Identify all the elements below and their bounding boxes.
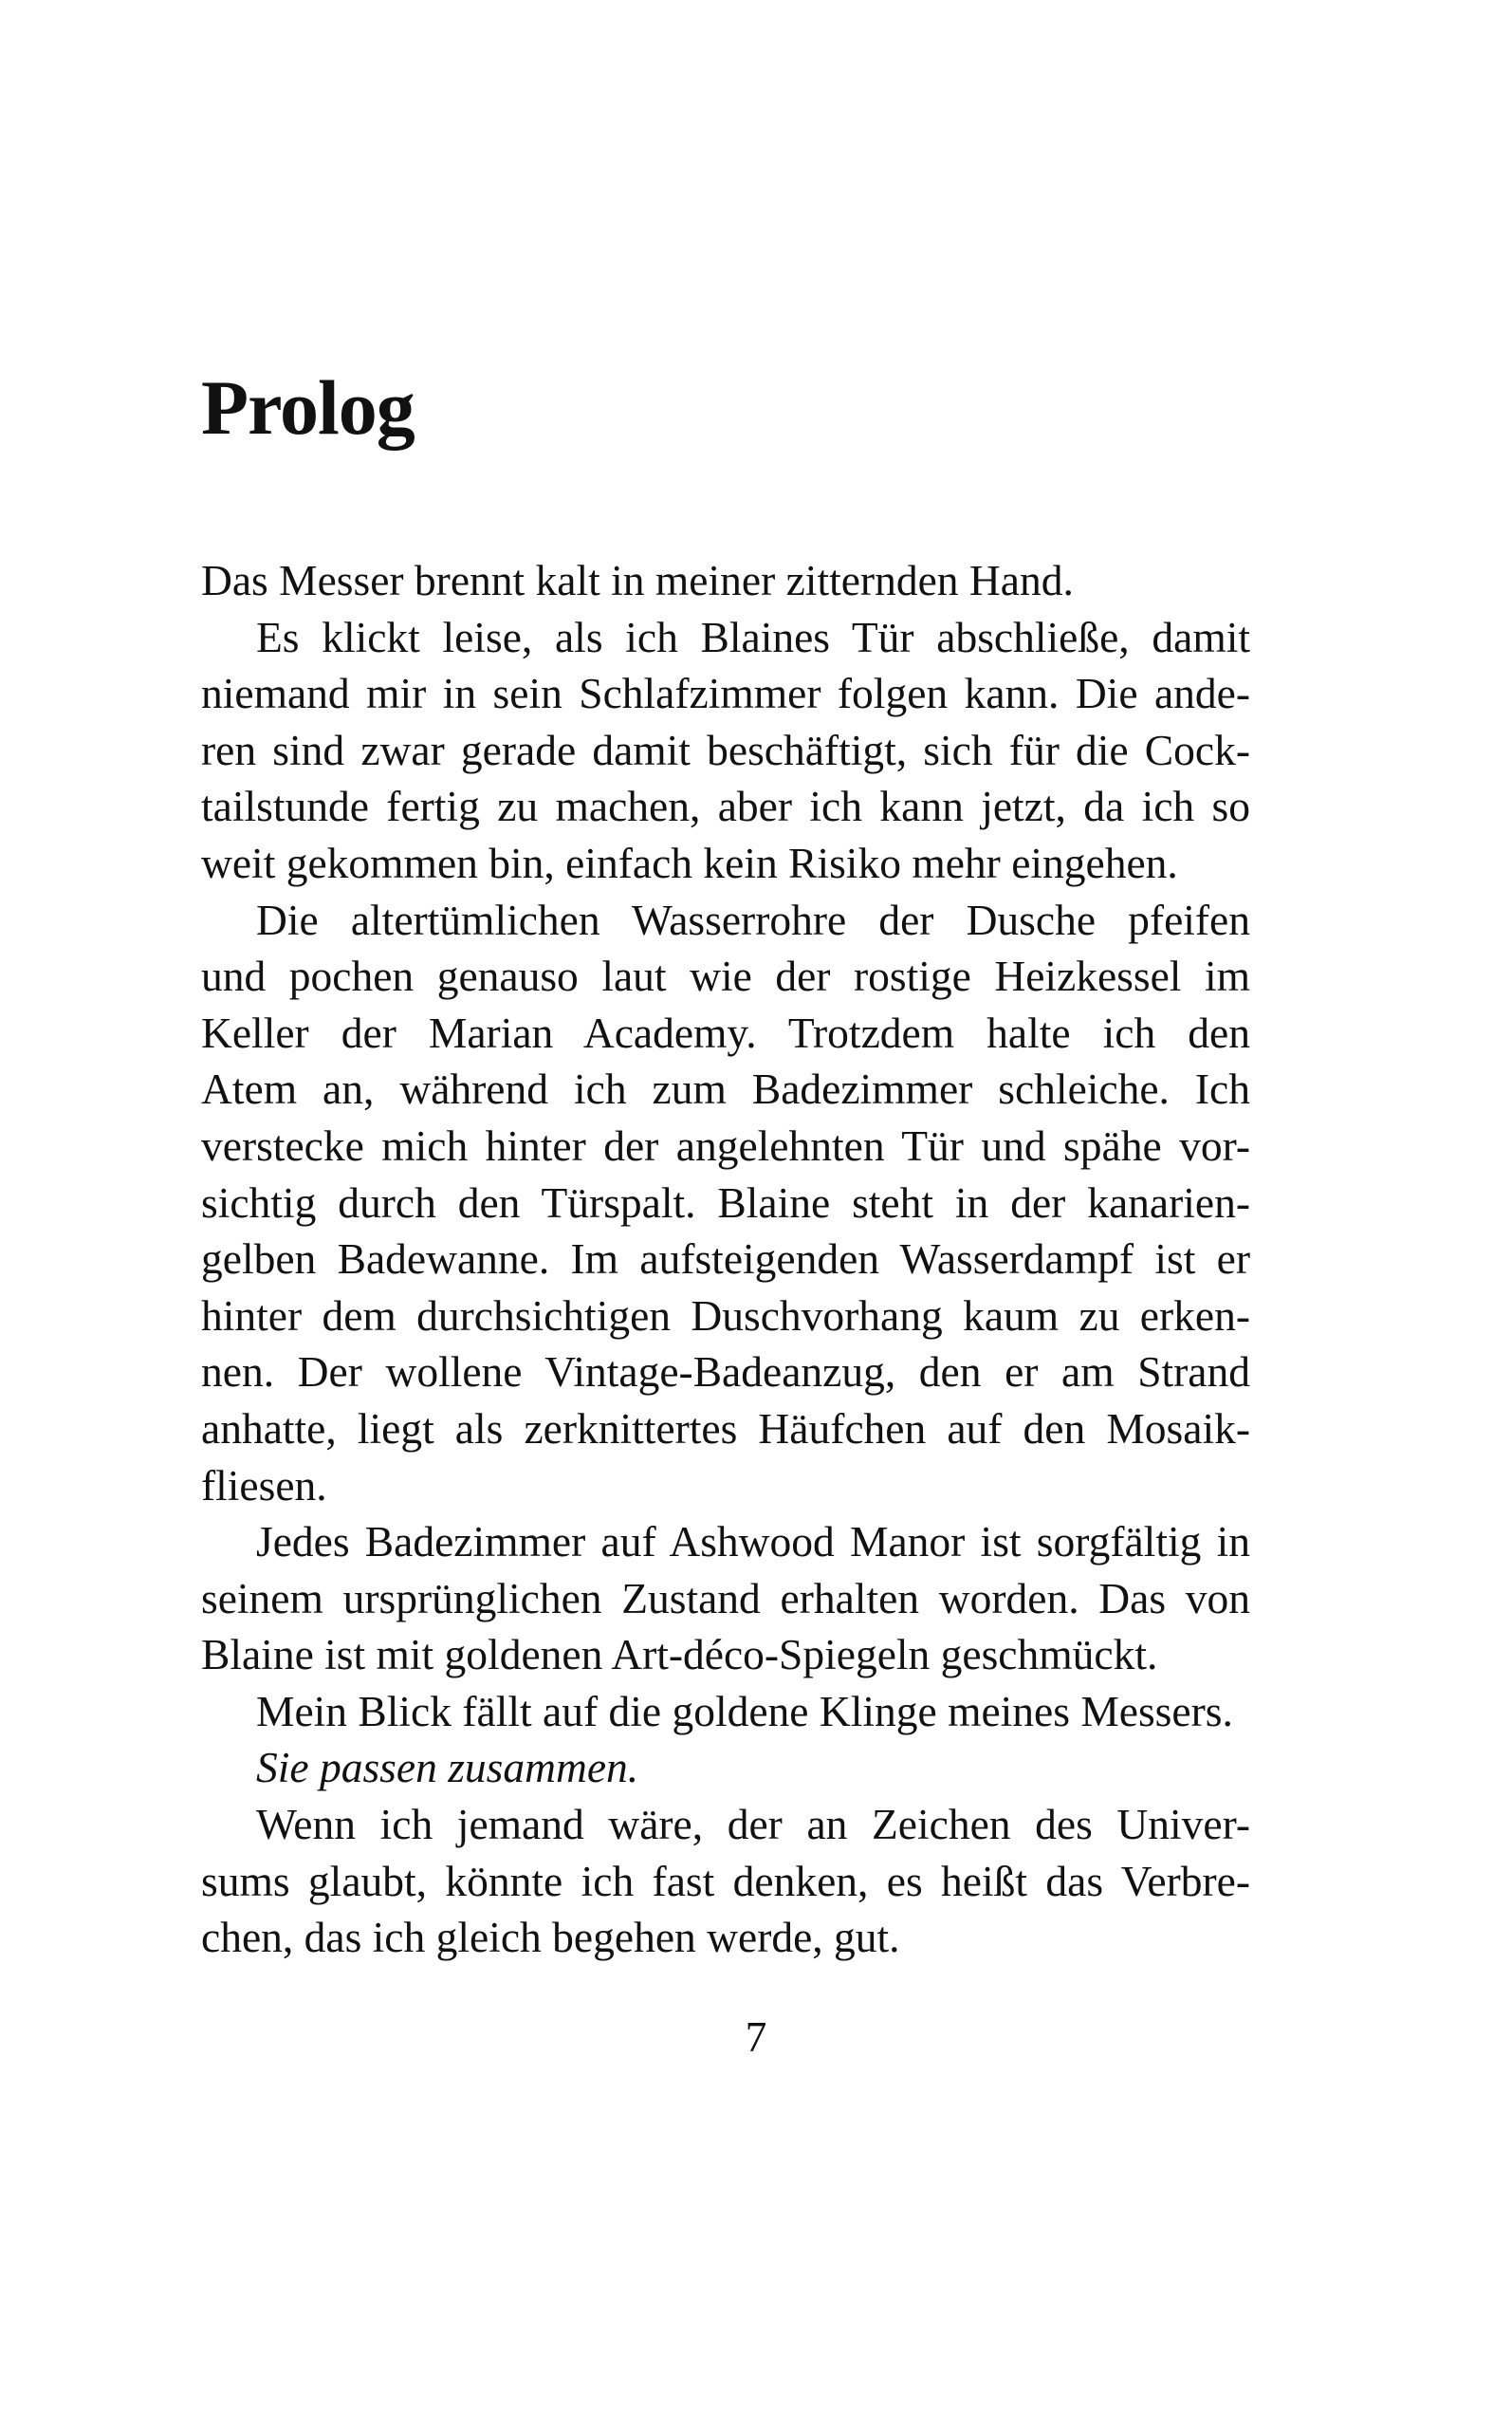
text-line: Jedes Badezimmer auf Ashwood Manor ist sorgfältig in — [256, 1517, 1250, 1566]
chapter-body — [201, 552, 1250, 1966]
text-line: und pochen genauso laut wie der rostige Heizkessel im — [201, 952, 1250, 1001]
text-line: Es klickt leise, als ich Blaines Tür abschließe, damit — [256, 612, 1250, 661]
text-line: weit gekommen bin, einfach kein Risiko mehr eingehen. — [201, 838, 1178, 887]
text-line: Atem an, während ich zum Badezimmer schleiche. Ich — [201, 1065, 1250, 1114]
text-line: sichtig durch den Türspalt. Blaine steht in der kanarien- — [201, 1177, 1250, 1227]
text-line: niemand mir in sein Schlafzimmer folgen kann. Die ande- — [201, 669, 1250, 718]
text-line: chen, das ich gleich begehen werde, gut. — [201, 1913, 900, 1962]
text-line: Das Messer brennt kalt in meiner zitternden Hand. — [201, 556, 1074, 604]
text-line: seinem ursprünglichen Zustand erhalten worden. Das von — [201, 1573, 1250, 1622]
italic-text-line: Sie passen zusammen. — [256, 1743, 639, 1792]
text-line: sums glaubt, könnte ich fast denken, es heißt das Verbre- — [201, 1856, 1250, 1905]
text-line: Wenn ich jemand wäre, der an Zeichen des Univer- — [256, 1800, 1250, 1849]
text-line: Mein Blick fällt auf die goldene Klinge meines Messers. — [256, 1686, 1233, 1735]
text-line: Die altertümlichen Wasserrohre der Dusche pfeifen — [256, 895, 1250, 944]
text-line: Keller der Marian Academy. Trotzdem halte ich den — [201, 1008, 1250, 1057]
text-line: gelben Badewanne. Im aufsteigenden Wasserdampf ist er — [201, 1234, 1250, 1284]
text-line: ren sind zwar gerade damit beschäftigt, sich für die Cock- — [201, 725, 1250, 774]
page-number: 7 — [745, 2012, 767, 2061]
text-line: nen. Der wollene Vintage-Badeanzug, den er am Strand — [201, 1347, 1250, 1397]
text-line: anhatte, liegt als zerknittertes Häufchen auf den Mosaik- — [201, 1403, 1250, 1453]
text-line: Blaine ist mit goldenen Art-déco-Spiegeln geschmückt. — [201, 1630, 1158, 1679]
text-line: tailstunde fertig zu machen, aber ich kann jetzt, da ich so — [201, 782, 1250, 831]
text-line: fliesen. — [201, 1460, 327, 1510]
text-line: verstecke mich hinter der angelehnten Tür und spähe vor- — [201, 1121, 1250, 1170]
text-line: hinter dem durchsichtigen Duschvorhang kaum zu erken- — [201, 1290, 1250, 1340]
chapter-title: Prolog — [201, 364, 415, 451]
